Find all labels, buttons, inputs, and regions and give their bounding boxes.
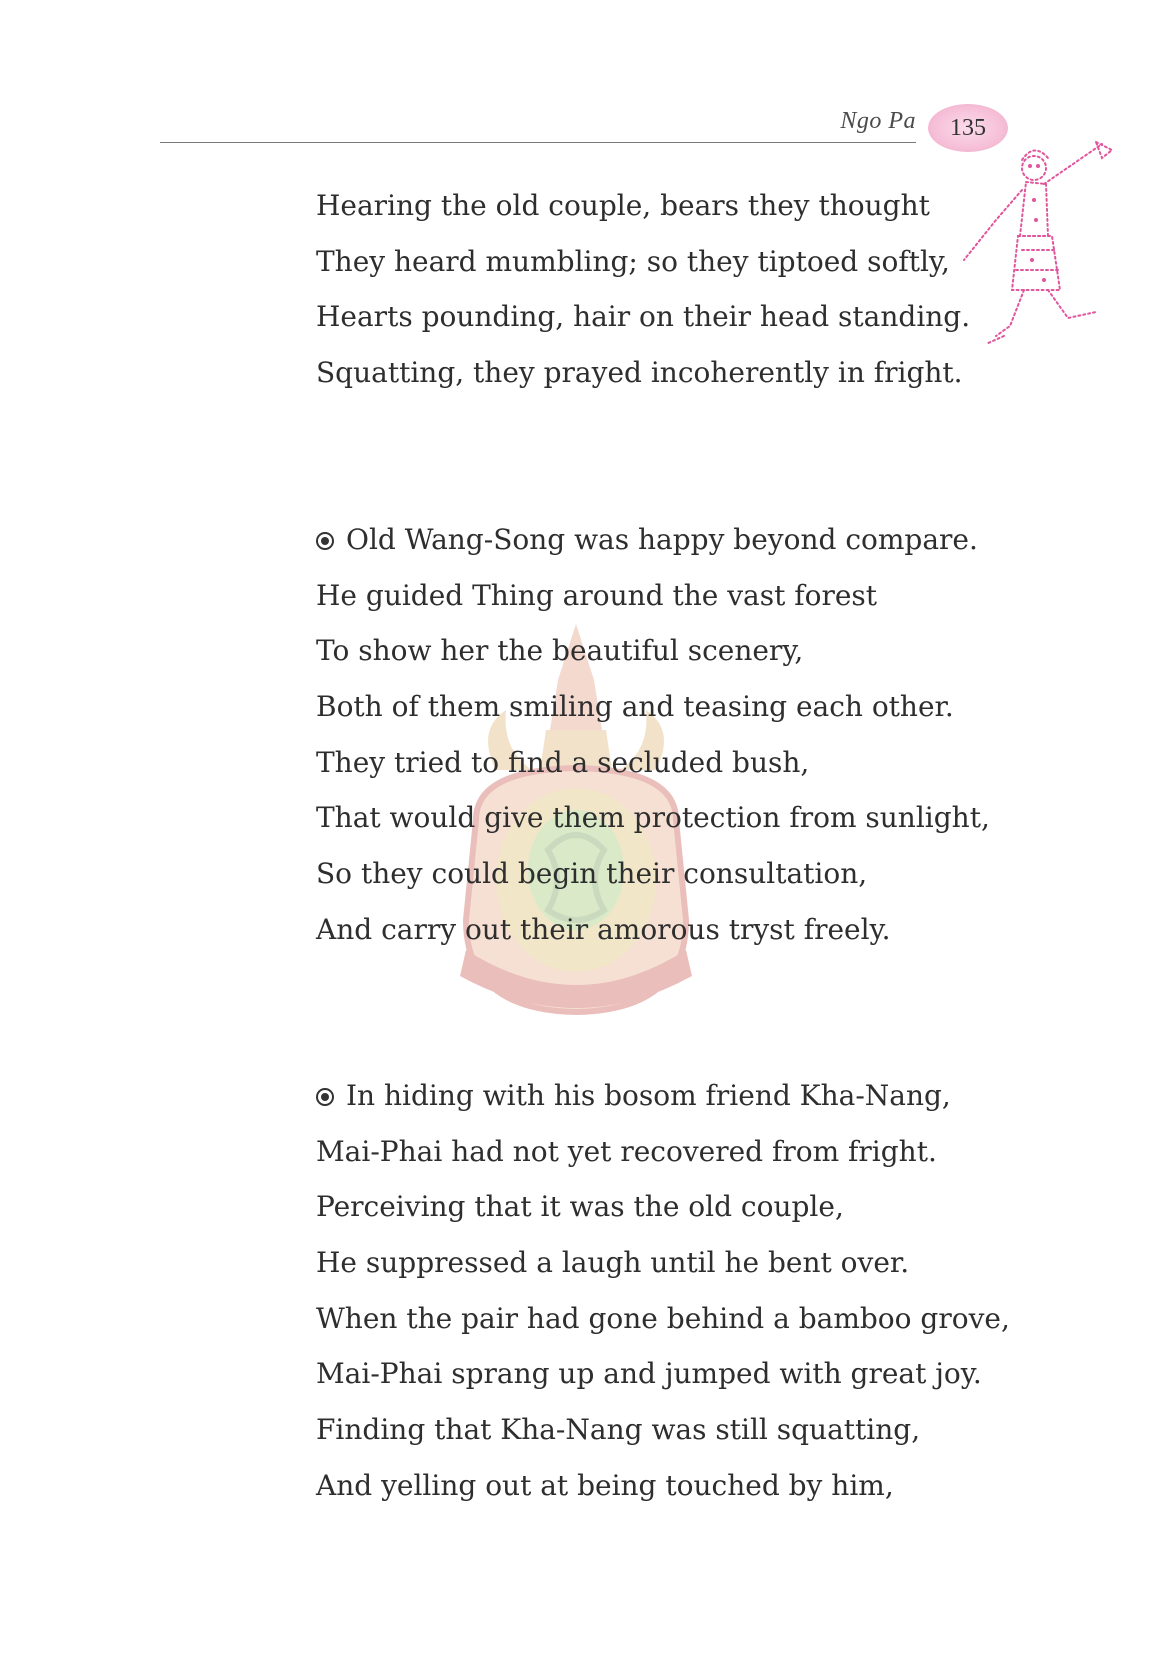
verse-line: And yelling out at being touched by him, — [316, 1468, 894, 1502]
verse-line: He suppressed a laugh until he bent over. — [316, 1246, 910, 1280]
verse-line: Mai-Phai sprang up and jumped with great joy. — [316, 1357, 982, 1391]
stanza-2 — [316, 512, 990, 958]
verse-line: Hearing the old couple, bears they thought — [316, 189, 930, 222]
verse-line-text: In hiding with his bosom friend Kha-Nang, — [346, 1079, 951, 1112]
verse-line-first — [316, 1068, 1010, 1124]
verse-line: Hearts pounding, hair on their head standing. — [316, 300, 971, 334]
stanza-1 — [316, 178, 970, 401]
verse-line: When the pair had gone behind a bamboo grove, — [316, 1301, 1010, 1335]
page-number: 135 — [950, 114, 986, 141]
verse-line: Mai-Phai had not yet recovered from fright. — [316, 1134, 937, 1168]
verse-line: Both of them smiling and teasing each other. — [316, 690, 954, 724]
circle-bullet-icon — [316, 1088, 334, 1106]
verse-line: Finding that Kha-Nang was still squatting, — [316, 1413, 921, 1447]
dancer-figure-icon — [956, 140, 1116, 350]
verse-line: They heard mumbling; so they tiptoed softly, — [316, 244, 950, 278]
verse-line: Squatting, they prayed incoherently in fright. — [316, 356, 963, 390]
verse-line: That would give them protection from sunlight, — [316, 801, 990, 835]
verse-line: To show her the beautiful scenery, — [316, 634, 804, 668]
header-rule — [160, 142, 916, 143]
verse-line-first — [316, 512, 990, 568]
verse-line: They tried to find a secluded bush, — [316, 745, 810, 779]
verse-line: And carry out their amorous tryst freely. — [316, 912, 891, 946]
stanza-3 — [316, 1068, 1010, 1514]
verse-line: So they could begin their consultation, — [316, 857, 868, 891]
verse-line: Perceiving that it was the old couple, — [316, 1190, 844, 1224]
running-head: Ngo Pa — [840, 108, 916, 134]
verse-line-text: Old Wang-Song was happy beyond compare. — [346, 523, 978, 556]
verse-line: He guided Thing around the vast forest — [316, 578, 878, 612]
circle-bullet-icon — [316, 532, 334, 550]
